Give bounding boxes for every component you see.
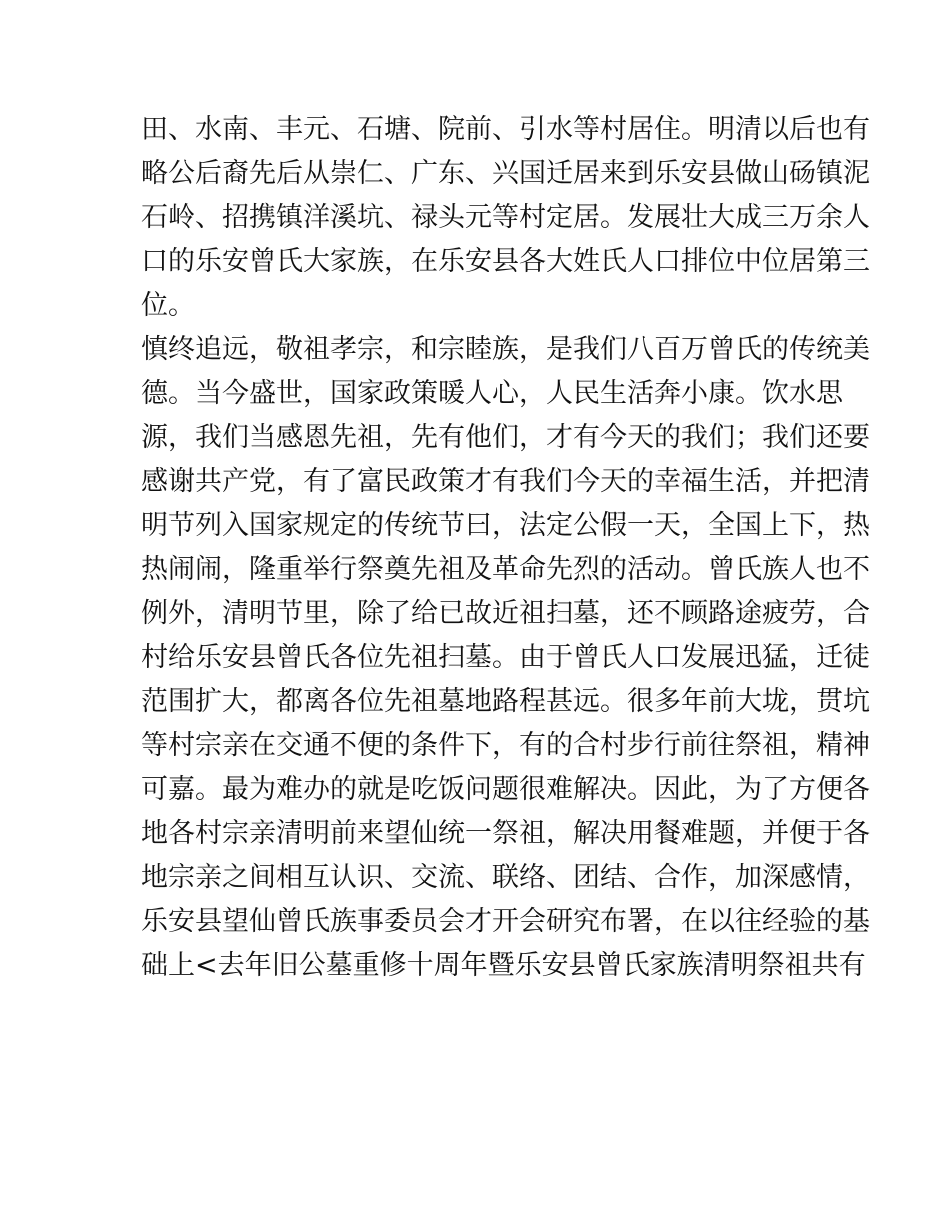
text-line: 感谢共产党，有了富民政策才有我们今天的幸福生活，并把清 — [141, 466, 870, 497]
text-line: 田、水南、丰元、石塘、院前、引水等村居住。明清以后也有 — [141, 114, 870, 145]
text-line: 明节列入国家规定的传统节曰，法定公假一天，全国上下，热 — [141, 510, 870, 541]
text-line: 范围扩大，都离各位先祖墓地路程甚远。很多年前大垅，贯坑 — [141, 686, 870, 717]
text-line: 地各村宗亲清明前来望仙统一祭祖，解决用餐难题，并便于各 — [141, 818, 870, 849]
text-line: 略公后裔先后从崇仁、广东、兴国迁居来到乐安县做山砀镇泥 — [141, 158, 870, 189]
body-text — [141, 108, 870, 988]
text-line: 村给乐安县曾氏各位先祖扫墓。由于曾氏人口发展迅猛，迁徒 — [141, 642, 870, 673]
text-line: 地宗亲之间相互认识、交流、联络、团结、合作，加深感情， — [141, 862, 870, 893]
text-line: 源，我们当感恩先祖，先有他们，才有今天的我们；我们还要 — [141, 422, 870, 453]
text-line: 等村宗亲在交通不便的条件下，有的合村步行前往祭祖，精神 — [141, 730, 870, 761]
text-line: 础上<去年旧公墓重修十周年暨乐安县曾氏家族清明祭祖共有 — [141, 950, 866, 981]
text-line: 慎终追远，敬祖孝宗，和宗睦族，是我们八百万曾氏的传统美 — [141, 334, 870, 365]
text-line: 可嘉。最为难办的就是吃饭问题很难解决。因此，为了方便各 — [141, 774, 870, 805]
text-line: 例外，清明节里，除了给已故近祖扫墓，还不顾路途疲劳，合 — [141, 598, 870, 629]
text-line: 乐安县望仙曾氏族事委员会才开会研究布署，在以往经验的基 — [141, 906, 870, 937]
text-line: 德。当今盛世，国家政策暖人心，人民生活奔小康。饮水思 — [141, 378, 843, 409]
text-line: 石岭、招携镇洋溪坑、禄头元等村定居。发展壮大成三万余人 — [141, 202, 870, 233]
text-line: 口的乐安曾氏大家族，在乐安县各大姓氏人口排位中位居第三 — [141, 246, 870, 277]
text-line: 热闹闹，隆重举行祭奠先祖及革命先烈的活动。曾氏族人也不 — [141, 554, 870, 585]
text-line: 位。 — [141, 290, 195, 321]
